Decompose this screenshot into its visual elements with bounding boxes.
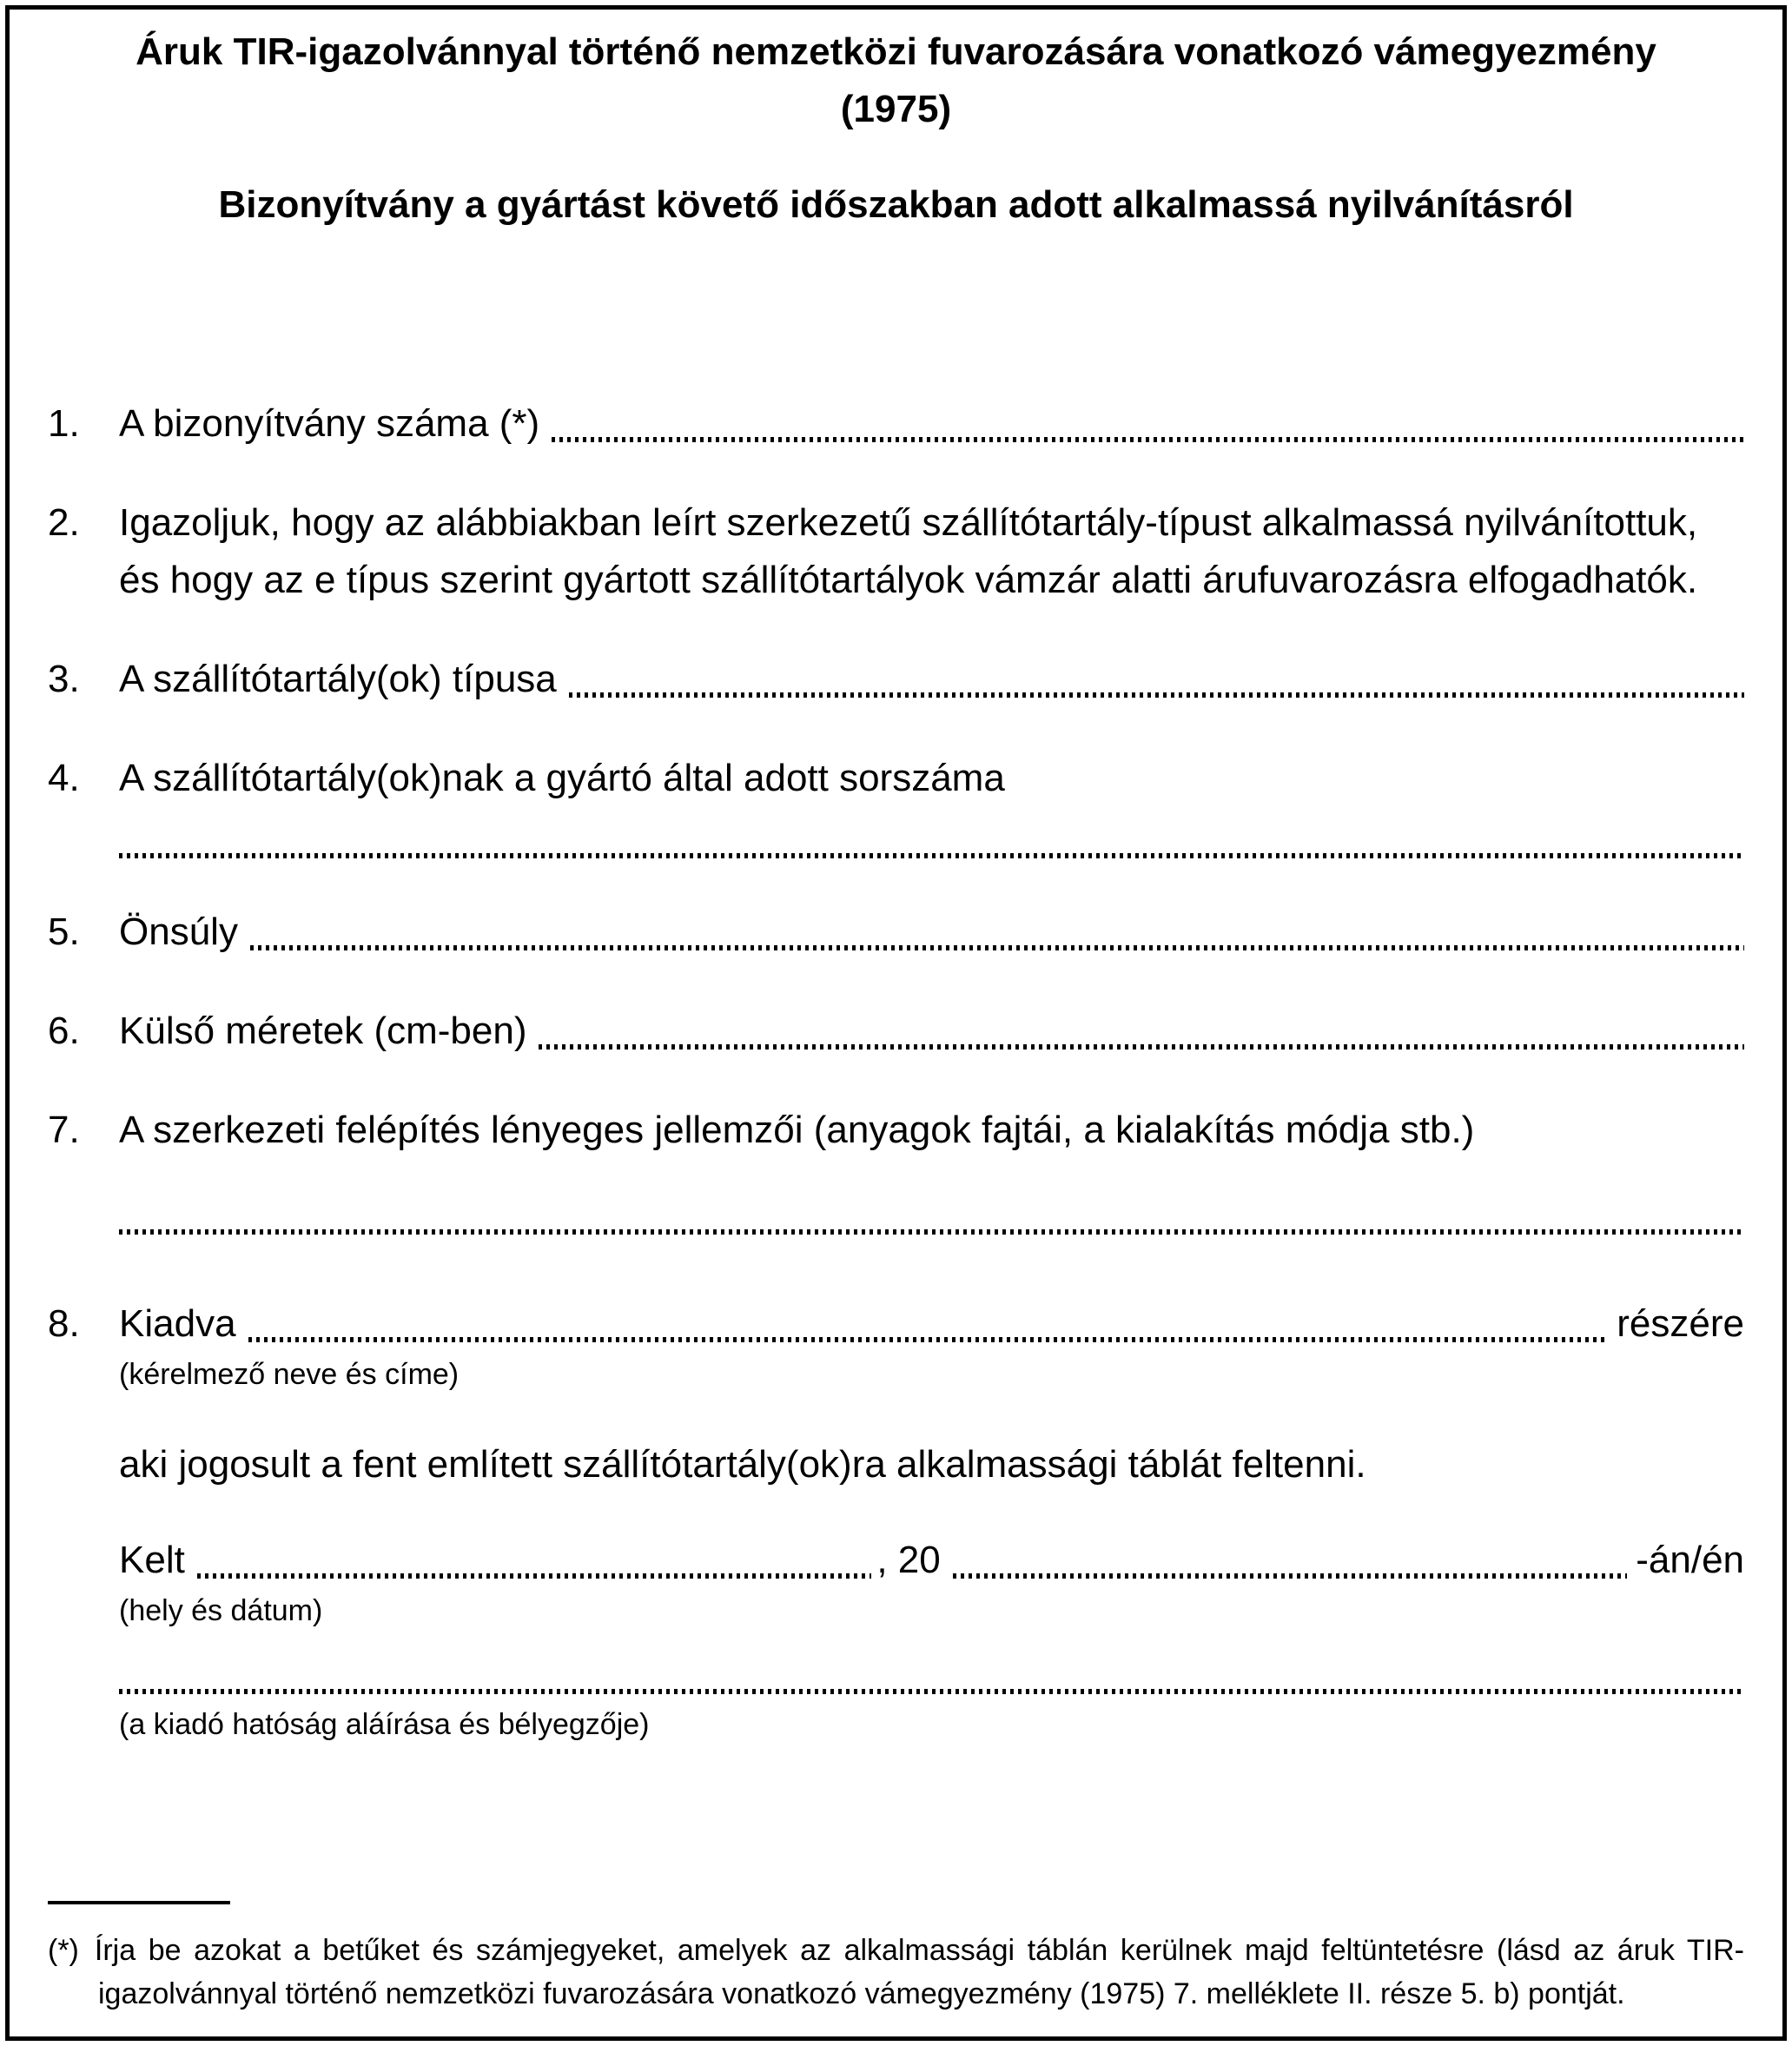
item-label: A szerkezeti felépítés lényeges jellemzői (anyagok fajtái, a kialakítás módja stb.) <box>119 1109 1475 1151</box>
form-item-6 <box>48 1003 1744 1060</box>
title-line: Áruk TIR-igazolvánnyal történő nemzetközi fuvarozására vonatkozó vámegyezmény <box>136 30 1656 73</box>
document-subtitle: Bizonyítvány a gyártást követő időszakban adott alkalmassá nyilvánításról <box>218 183 1574 226</box>
document-title <box>48 23 1744 138</box>
item-number: 1. <box>48 402 80 445</box>
form-item-4 <box>48 750 1744 807</box>
item-label: A bizonyítvány száma (*) <box>119 402 540 445</box>
date-label: Kelt <box>119 1539 185 1581</box>
item-label: Kiadva <box>119 1302 236 1345</box>
item-label: A szállítótartály(ok) típusa <box>119 658 557 700</box>
title-year: (1975) <box>840 88 952 130</box>
form-item-3 <box>48 651 1744 708</box>
footnote-marker: (*) <box>48 1934 79 1967</box>
form-item-2 <box>48 494 1744 609</box>
document-page <box>5 5 1787 2041</box>
item-number: 6. <box>48 1010 80 1052</box>
dotted-fill-line <box>119 1228 1744 1235</box>
dotted-fill-line <box>197 1573 872 1579</box>
item-number: 4. <box>48 757 80 799</box>
item-number: 2. <box>48 501 80 544</box>
item-number: 5. <box>48 910 80 953</box>
footnote-separator-rule <box>48 1901 230 1904</box>
footnote-block <box>48 1901 1744 2016</box>
form-item-7 <box>48 1102 1744 1159</box>
item-label: Igazoljuk, hogy az alábbiakban leírt szerkezetű szállítótartály-típust alkalmassá nyilvánítottuk, és hogy az e típus szerint gyártott szállítótartályok vámzár alatti árufuvarozásra elfogadhatók. <box>119 501 1698 601</box>
date-year-prefix: , 20 <box>876 1539 941 1581</box>
item-number: 3. <box>48 658 80 700</box>
item-number: 8. <box>48 1302 80 1345</box>
dotted-fill-line <box>250 944 1744 950</box>
footnote-text: Írja be azokat a betűket és számjegyeket, amelyek az alkalmassági táblán kerülnek majd feltüntetésre (lásd az áruk TIR-igazolvánnyal történő nemzetközi fuvarozására vonatkozó vámegyezmény (1975) 7. melléklete II. része 5. b) pontját. <box>94 1934 1744 2010</box>
form-item-1 <box>48 395 1744 453</box>
date-line <box>119 1532 1744 1589</box>
signature-dotted-line <box>119 1688 1744 1694</box>
dotted-fill-line <box>569 692 1744 698</box>
item-label: Önsúly <box>119 910 238 953</box>
date-suffix: -án/én <box>1636 1539 1745 1581</box>
item-label: A szállítótartály(ok)nak a gyártó által adott sorszáma <box>119 757 1005 799</box>
dotted-fill-line <box>119 852 1744 858</box>
form-item-8 <box>48 1295 1744 1353</box>
item-label: Külső méretek (cm-ben) <box>119 1010 527 1052</box>
footnote <box>48 1929 1744 2016</box>
issued-to-suffix: részére <box>1617 1302 1744 1345</box>
dotted-fill-line <box>248 1336 1605 1342</box>
dotted-fill-line <box>539 1043 1744 1049</box>
place-date-hint: (hely és dátum) <box>119 1594 323 1627</box>
item-number: 7. <box>48 1109 80 1151</box>
dotted-fill-line <box>953 1573 1628 1579</box>
dotted-fill-line <box>552 436 1744 442</box>
entitlement-text: aki jogosult a fent említett szállítótartály(ok)ra alkalmassági táblát feltenni. <box>119 1443 1366 1486</box>
form-item-5 <box>48 904 1744 961</box>
signature-hint: (a kiadó hatóság aláírása és bélyegzője) <box>119 1708 650 1741</box>
applicant-hint: (kérelmező neve és címe) <box>119 1358 460 1391</box>
